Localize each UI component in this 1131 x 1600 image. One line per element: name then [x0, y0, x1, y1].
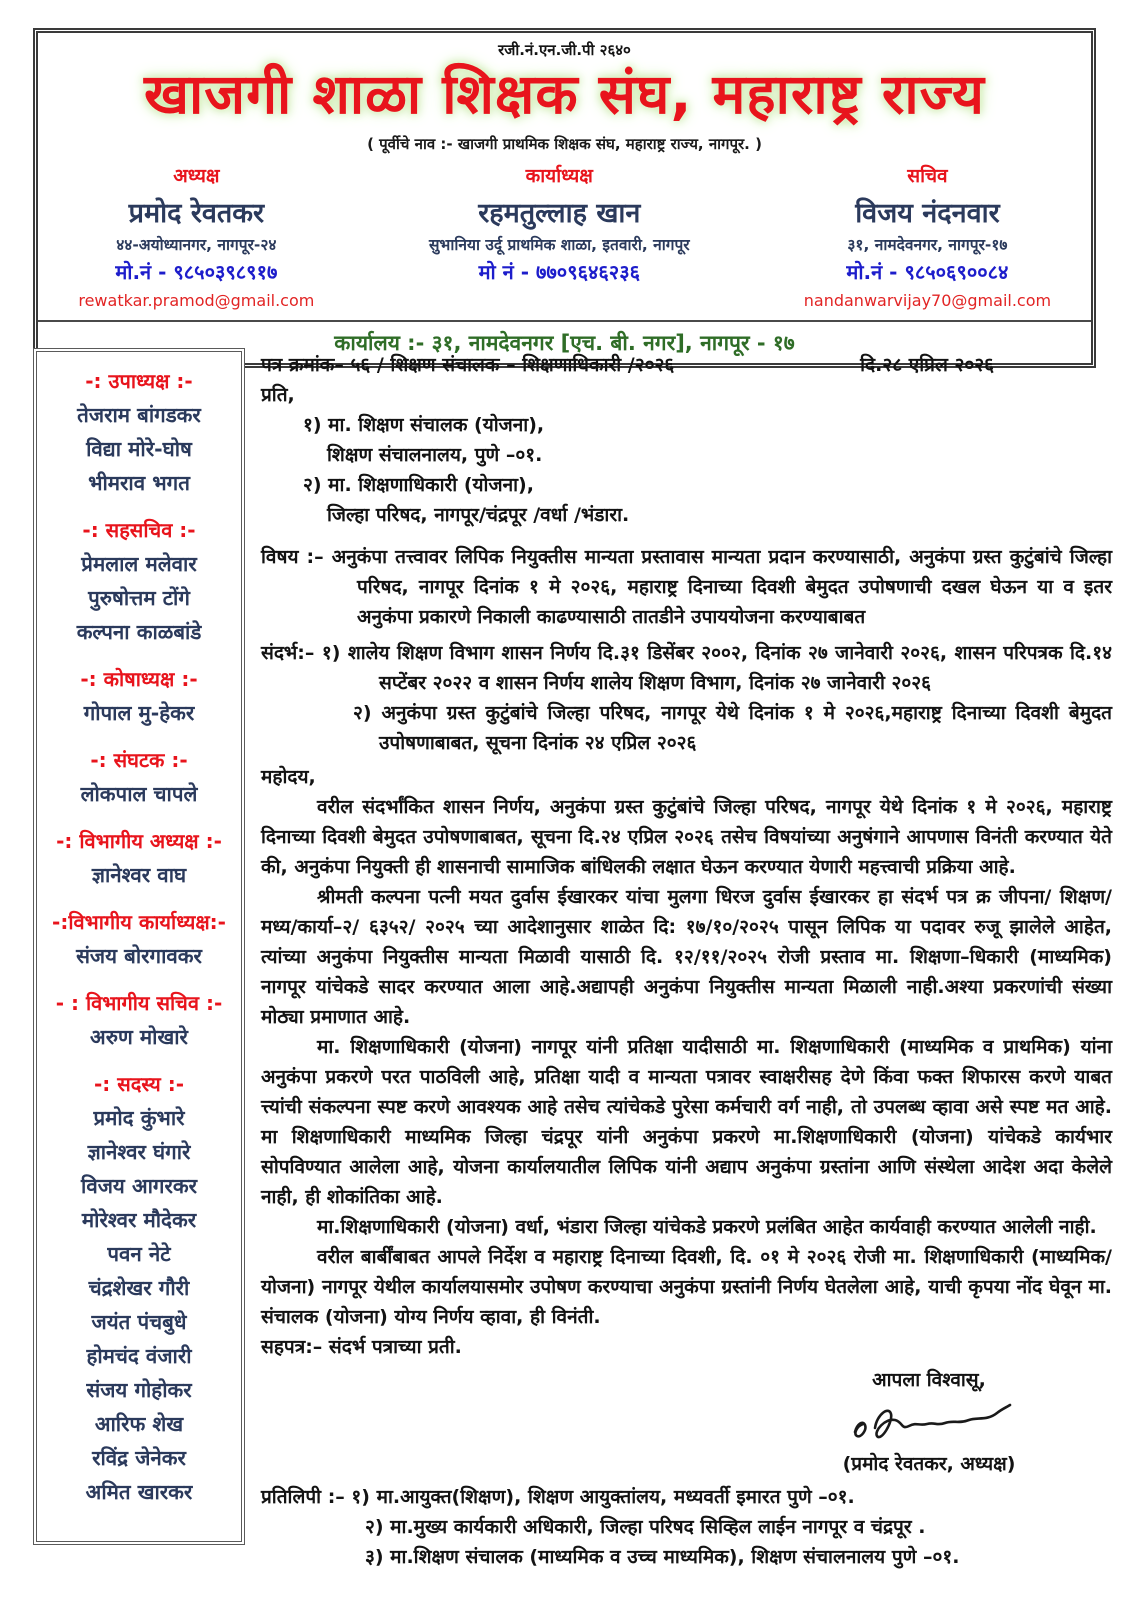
body-paragraph: मा. शिक्षणाधिकारी (योजना) नागपूर यांनी प्रतिक्षा यादीसाठी मा. शिक्षणाधिकारी (माध्यमिक व प्राथमिक) यांना अनुकंपा प्रकरणे परत पाठविली आहे, प्रतिक्षा यादी व मान्यता पत्रावर स्वाक्षरीसह देणे किंवा फक्त शिफारस करणे याबत त्त्यांची संकल्पना स्पष्ट करणे आवश्यक आहे तसेच त्यांचेकडे पुरेसा कर्मचारी वर्ग नाही, तो उपलब्ध व्हावा असे स्पष्ट मत आहे. मा शिक्षणाधिकारी माध्यमिक जिल्हा चंद्रपूर यांनी अनुकंपा प्रकरणे मा.शिक्षणाधिकारी (योजना) यांचेकडे कार्यभार सोपविण्यात आलेला आहे, योजना कार्यालयातील लिपिक यांनी अद्याप अनुकंपा ग्रस्तांना आणि संस्थेला आदेश अदा केलेले नाही, ही शोकांतिका आहे. [261, 1036, 1112, 1208]
letterhead-box [33, 28, 1096, 368]
official-name: विजय नंदनवार [855, 197, 1000, 229]
cc-block [261, 1482, 1112, 1572]
salutation: महोदय, [261, 766, 316, 788]
sidebar-member-name: संजय बोरगावकर [76, 944, 202, 968]
reference-line: २) अनुकंपा ग्रस्त कुटुंबांचे जिल्हा परिषद, नागपूर येथे दिनांक १ मे २०२६,महाराष्ट्र दिनाच्या दिवशी बेमुदत उपोषणाबाबत, सूचना दिनांक २४ एप्रिल २०२६ [353, 702, 1112, 754]
sidebar-member-name: पवन नेटे [107, 1242, 171, 1266]
recipient-line: २) मा. शिक्षणाधिकारी (योजना), [303, 474, 534, 496]
reference-line: संदर्भ:– १) शालेय शिक्षण विभाग शासन निर्णय दि.३१ डिसेंबर २००२, दिनांक २७ जानेवारी २०२६, शासन परिपत्रक दि.१४ सप्टेंबर २०२२ व शासन निर्णय शालेय शिक्षण विभाग, दिनांक २७ जानेवारी २०२६ [261, 642, 1112, 694]
sidebar-member-name: संजय गोहोकर [86, 1378, 192, 1402]
official-role-label: अध्यक्ष [173, 164, 220, 187]
official-phone: मो.नं - ९८५०६९००८४ [846, 259, 1009, 284]
sidebar-section [37, 743, 241, 811]
sidebar-member-name: ज्ञानेश्वर वाघ [91, 863, 187, 887]
sidebar-section-title: -: सदस्य :- [93, 1072, 185, 1096]
signature-scribble [839, 1398, 1019, 1450]
body-paragraph: मा.शिक्षणाधिकारी (योजना) वर्धा, भंडारा जिल्हा यांचेकडे प्रकरणे प्रलंबित आहेत कार्यवाही करण्यात आलेली नाही. [317, 1216, 1097, 1238]
official-working-president [347, 162, 772, 309]
official-email: nandanwarvijay70@gmail.com [803, 290, 1052, 310]
body-paragraph: वरील बार्बींबाबत आपले निर्देश व महाराष्ट्र दिनाच्या दिवशी, दि. ०१ मे २०२६ रोजी मा. शिक्षणाधिकारी (माध्यमिक/ योजना) नागपूर येथील कार्यालयासमोर उपोषण करण्याचा अनुकंपा ग्रस्तांनी निर्णय घेतलेला आहे, याची कृपया नोंद घेवून मा. संचालक (योजना) योग्य निर्णय व्हावा, ही विनंती. [261, 1246, 1112, 1328]
office-bearers-sidebar [33, 348, 245, 1545]
sidebar-member-name: अमित खारकर [85, 1480, 193, 1504]
official-address: ३१, नामदेवनगर, नागपूर-१७ [847, 235, 1008, 254]
sidebar-sections [37, 364, 241, 1509]
sidebar-section [37, 905, 241, 973]
official-phone: मो.नं - ९८५०३९८९१७ [115, 259, 278, 284]
recipients-list [261, 410, 1112, 530]
sidebar-member-name: पुरुषोत्तम टोंगे [88, 586, 190, 610]
sidebar-section-title: -: विभागीय अध्यक्ष :- [56, 829, 222, 853]
subject-block: विषय :– अनुकंपा तत्त्वावर लिपिक नियुक्तीस मान्यता प्रस्तावास मान्यता प्रदान करण्यासाठी, अनुकंपा ग्रस्त कुटुंबांचे जिल्हा परिषद, नागपूर दिनांक १ मे २०२६, महाराष्ट्र दिनाच्या दिवशी बेमुदत उपोषणाची दखल घेऊन या व इतर अनुकंपा प्रकारणे निकाली काढण्यासाठी तातडीने उपाययोजना करण्याबाबत [261, 546, 1112, 628]
closing-block [774, 1366, 1084, 1478]
sidebar-member-name: जयंत पंचबुधे [91, 1310, 187, 1334]
sidebar-member-name: अरुण मोखारे [90, 1025, 188, 1049]
sidebar-member-name: चंद्रशेखर गौरी [88, 1276, 190, 1300]
official-address: सुभानिया उर्दू प्राथमिक शाळा, इतवारी, नागपूर [428, 235, 690, 254]
sidebar-section [37, 662, 241, 730]
sidebar-member-name: विद्या मोरे-घोष [86, 437, 192, 461]
official-address: ४४-अयोध्यानगर, नागपूर-२४ [116, 235, 277, 254]
sidebar-member-name: होमचंद वंजारी [86, 1344, 192, 1368]
sidebar-member-name: लोकपाल चापले [80, 782, 198, 806]
recipient-line: १) मा. शिक्षण संचालक (योजना), [303, 414, 545, 436]
officials-row [38, 160, 1091, 320]
official-role-label: कार्याध्यक्ष [525, 164, 593, 187]
sidebar-section-title: -: कोषाध्यक्ष :- [80, 667, 198, 691]
sidebar-section [37, 364, 241, 500]
sidebar-section-title: -:विभागीय कार्याध्यक्ष:- [52, 910, 226, 934]
official-role-label: सचिव [907, 164, 948, 187]
signatory-name: (प्रमोद रेवतकर, अध्यक्ष) [842, 1453, 1016, 1475]
letter-date: दि.२८ एप्रिल २०२६ [860, 354, 994, 376]
sidebar-section [37, 1067, 241, 1509]
paragraphs-block [261, 792, 1112, 1332]
association-title: खाजगी शाळा शिक्षक संघ, महाराष्ट्र राज्य [144, 62, 985, 126]
official-name: रहमतुल्लाह खान [478, 197, 641, 229]
enclosure-note: सहपत्र:– संदर्भ पत्राच्या प्रती. [261, 1336, 462, 1358]
sidebar-member-name: ज्ञानेश्वर घंगारे [87, 1140, 191, 1164]
sidebar-section-title: -: उपाध्यक्ष :- [85, 369, 193, 393]
letter-ref-row [261, 350, 1112, 380]
sidebar-member-name: गोपाल मु-हेकर [83, 701, 195, 725]
sidebar-section [37, 824, 241, 892]
sidebar-section-title: -: सहसचिव :- [82, 518, 196, 542]
registration-number: रजी.नं.एन.जी.पी २६४० [498, 41, 631, 59]
cc-line: २) मा.मुख्य कार्यकारी अधिकारी, जिल्हा परिषद सिव्हिल लाईन नागपूर व चंद्रपूर . [365, 1516, 926, 1538]
official-name: प्रमोद रेवतकर [128, 197, 265, 229]
sidebar-member-name: विजय आगरकर [81, 1174, 197, 1198]
sidebar-section-title: -: संघटक :- [90, 748, 188, 772]
official-secretary [772, 162, 1083, 310]
cc-line: ३) मा.शिक्षण संचालक (माध्यमिक व उच्च माध्यमिक), शिक्षण संचालनालय पुणे –०१. [365, 1546, 960, 1568]
body-paragraph: श्रीमती कल्पना पत्नी मयत दुर्वास ईखारकर यांचा मुलगा धिरज दुर्वास ईखारकर हा संदर्भ पत्र क्र जीपना/ शिक्षण/मध्य/कार्या–२/ ६३५२/ २०२५ च्या आदेशानुसार शाळेत दि: १७/१०/२०२५ पासून लिपिक या पदावर रुजू झालेले आहेत, त्यांच्या अनुकंपा नियुक्तीस मान्यता मिळावी यासाठी दि. १२/११/२०२५ रोजी प्रस्ताव मा. शिक्षणा–धिकारी (माध्यमिक) नागपूर यांचेकडे सादर करण्यात आला आहे.अद्यापही अनुकंपा नियुक्तीस मान्यता मिळाली नाही.अश्या प्रकरणांची संख्या मोठ्या प्रमाणात आहे. [261, 886, 1112, 1028]
sidebar-member-name: प्रमोद कुंभारे [93, 1106, 185, 1130]
sidebar-member-name: तेजराम बांगडकर [77, 403, 201, 427]
sidebar-member-name: मोरेश्वर मौदेकर [81, 1208, 197, 1232]
cc-line: प्रतिलिपी :– १) मा.आयुक्त(शिक्षण), शिक्षण आयुक्तांलय, मध्यवर्ती इमारत पुणे –०१. [261, 1486, 855, 1508]
official-president [46, 162, 347, 310]
sidebar-section-title: - : विभागीय सचिव :- [55, 991, 223, 1015]
letter-ref-number: पत्र क्रमांक– ५६ / शिक्षण संचालक – शिक्षणाधिकारी /२०२६ [261, 354, 675, 376]
valediction: आपला विश्वासू, [872, 1369, 986, 1391]
sidebar-member-name: भीमराव भगत [88, 471, 190, 495]
to-label: प्रति, [261, 384, 295, 406]
sidebar-section [37, 986, 241, 1054]
official-email: rewatkar.pramod@gmail.com [78, 290, 315, 310]
sidebar-member-name: रविंद्र जेनेकर [92, 1446, 186, 1470]
sidebar-member-name: प्रेमलाल मलेवार [81, 552, 197, 576]
association-subtitle: ( पूर्वीचे नाव :- खाजगी प्राथमिक शिक्षक संघ, महाराष्ट्र राज्य, नागपूर. ) [367, 134, 762, 153]
official-email [347, 291, 772, 309]
official-phone: मो नं - ७७०९६४६२३६ [478, 259, 641, 284]
sidebar-section [37, 513, 241, 649]
letter-body [261, 350, 1112, 1572]
body-paragraph: वरील संदर्भांकित शासन निर्णय, अनुकंपा ग्रस्त कुटुंबांचे जिल्हा परिषद, नागपूर येथे दिनांक १ मे २०२६, महाराष्ट्र दिनाच्या दिवशी बेमुदत उपोषणाबाबत, सूचना दि.२४ एप्रिल २०२६ तसेच विषयांच्या अनुषंगाने आपणास विनंती करण्यात येते की, अनुकंपा नियुक्ती ही शासनाची सामाजिक बांधिलकी लक्षात घेऊन करण्यात येणारी महत्त्वाची प्रक्रिया आहे. [261, 796, 1112, 878]
sidebar-member-name: कल्पना काळबांडे [76, 620, 202, 644]
recipient-line: जिल्हा परिषद, नागपूर/चंद्रपूर /वर्धा /भंडारा. [327, 504, 630, 526]
recipient-line: शिक्षण संचालनालय, पुणे –०१. [327, 444, 543, 466]
references-block [261, 638, 1112, 758]
office-address: कार्यालय :- ३१, नामदेवनगर [एच. बी. नगर], नागपूर - १७ [38, 320, 1091, 363]
sidebar-member-name: आरिफ शेख [94, 1412, 184, 1436]
